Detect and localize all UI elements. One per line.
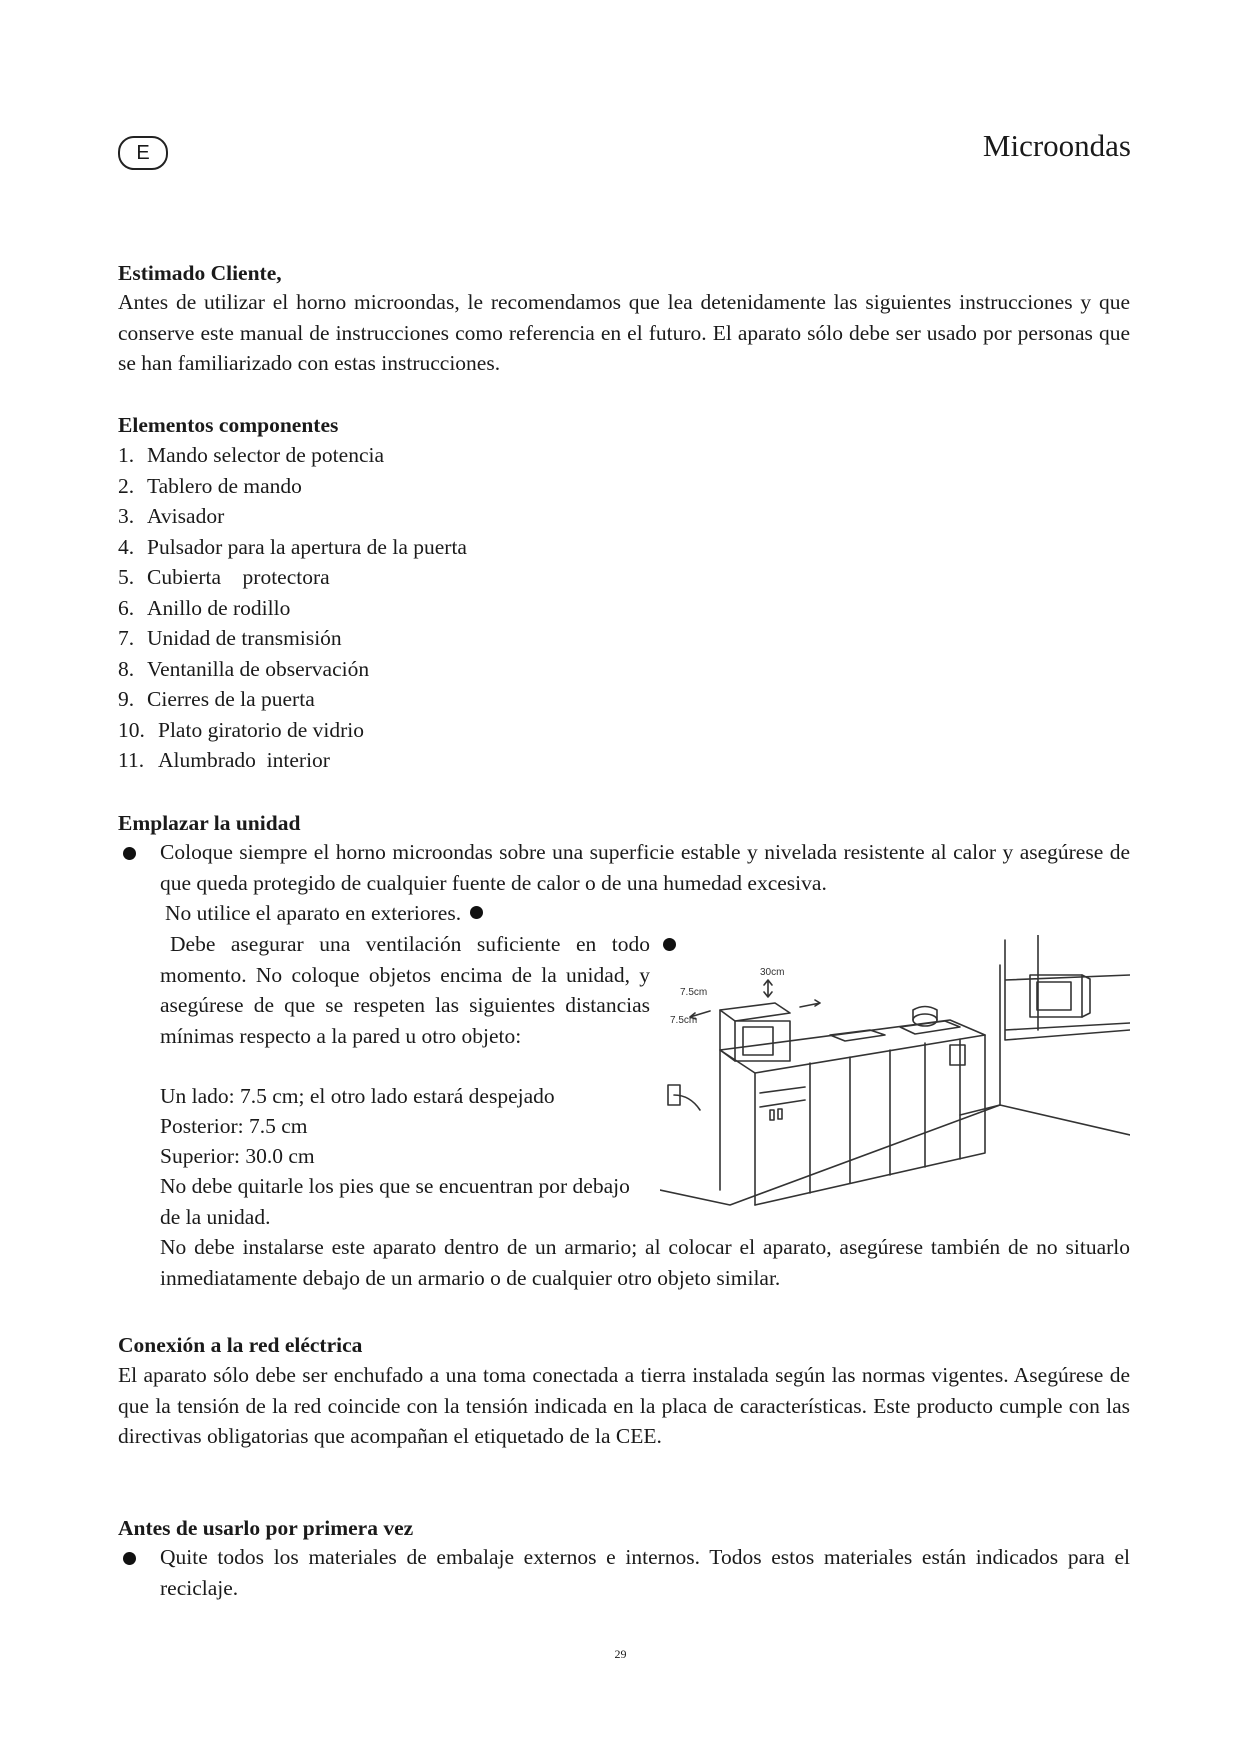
intro-paragraph: Antes de utilizar el horno microondas, le recomendamos que lea detenidamente las siguientes instrucciones y que conserve este manual de instrucciones como referencia en el futuro. El aparato sólo debe ser usado por personas que se han familiarizado con estas instrucciones.: [118, 290, 1130, 375]
clearance-top: Superior: 30.0 cm: [160, 1144, 315, 1168]
list-item-number: 10.: [118, 717, 145, 742]
label-top-clearance: 30cm: [760, 967, 785, 978]
cabinet-note: No debe instalarse este aparato dentro de un armario; al colocar el aparato, asegúrese también de no situarlo inmediatamente debajo de un armario o de cualquier otro objeto similar.: [160, 1235, 1130, 1290]
bullet-icon: [123, 847, 136, 860]
list-item-number: 6.: [118, 595, 135, 620]
bullet-icon: [123, 1552, 136, 1565]
list-item: [118, 532, 467, 563]
electrical-paragraph: El aparato sólo debe ser enchufado a una toma conectada a tierra instalada según las normas vigentes. Asegúrese de que la tensión de la red coincide con la tensión indicada en la placa de características. Este producto cumple con las directivas obligatorias que acompañan el etiquetado de la CEE.: [118, 1363, 1130, 1448]
feet-note: No debe quitarle los pies que se encuentran por debajo de la unidad.: [160, 1174, 630, 1229]
list-item: [118, 593, 290, 624]
installation-diagram: [660, 935, 1130, 1220]
list-item: [118, 471, 302, 502]
list-item-label: Ventanilla de observación: [147, 656, 370, 681]
page-title: Microondas: [982, 128, 1131, 163]
outdoor-note: No utilice el aparato en exteriores.: [165, 898, 483, 929]
list-item: [118, 745, 330, 776]
bullet-icon: [470, 906, 483, 919]
list-item-number: 11.: [118, 748, 145, 772]
list-item-label: Cierres de la puerta: [147, 687, 315, 711]
list-item-number: 1.: [118, 443, 135, 467]
list-item-label: Plato giratorio de vidrio: [158, 717, 365, 742]
list-item-number: 4.: [118, 534, 135, 559]
page-number: 29: [614, 1647, 627, 1661]
list-item-label: Avisador: [147, 504, 225, 528]
clearance-rear: Posterior: 7.5 cm: [160, 1114, 308, 1138]
list-item-label: Tablero de mando: [147, 473, 302, 498]
clearance-side: Un lado: 7.5 cm; el otro lado estará despejado: [160, 1084, 555, 1108]
list-item: [118, 440, 384, 471]
placement-heading: Emplazar la unidad: [118, 811, 301, 835]
label-rear-clearance: 7.5cm: [670, 1015, 698, 1026]
components-heading: Elementos componentes: [118, 413, 339, 437]
language-badge: E: [118, 136, 168, 170]
list-item: [118, 715, 364, 746]
list-item-number: 7.: [118, 626, 135, 650]
list-item-number: 3.: [118, 504, 135, 528]
electrical-heading: Conexión a la red eléctrica: [118, 1333, 363, 1357]
list-item-number: 2.: [118, 473, 135, 498]
list-item-label: Cubierta protectora: [147, 565, 330, 589]
list-item: [118, 654, 369, 685]
list-item-number: 9.: [118, 687, 135, 711]
list-item-label: Unidad de transmisión: [147, 626, 342, 650]
placement-bullet-1: Coloque siempre el horno microondas sobre una superficie estable y nivelada resistente al calor y asegúrese de que queda protegido de cualquier fuente de calor o de una humedad excesiva.: [160, 840, 1130, 895]
list-item: [118, 623, 342, 654]
intro-heading: Estimado Cliente,: [118, 261, 282, 285]
first-use-bullet-1: Quite todos los materiales de embalaje externos e internos. Todos estos materiales están indicados para el reciclaje.: [160, 1545, 1130, 1600]
list-item-label: Pulsador para la apertura de la puerta: [147, 534, 467, 559]
list-item: [118, 501, 224, 532]
list-item: [118, 684, 315, 715]
first-use-heading: Antes de usarlo por primera vez: [118, 1516, 414, 1540]
list-item-number: 8.: [118, 656, 135, 681]
list-item: [118, 562, 330, 593]
list-item-label: Alumbrado interior: [158, 748, 330, 772]
label-side-clearance: 7.5cm: [680, 987, 708, 998]
ventilation-note: Debe asegurar una ventilación suficiente en todo momento. No coloque objetos encima de la unidad, y asegúrese de que se respeten las siguientes distancias mínimas respecto a la pared u otro objeto:: [160, 932, 650, 1048]
list-item-label: Anillo de rodillo: [147, 595, 291, 620]
list-item-label: Mando selector de potencia: [147, 443, 385, 467]
components-list: [118, 440, 718, 780]
list-item-number: 5.: [118, 565, 135, 589]
